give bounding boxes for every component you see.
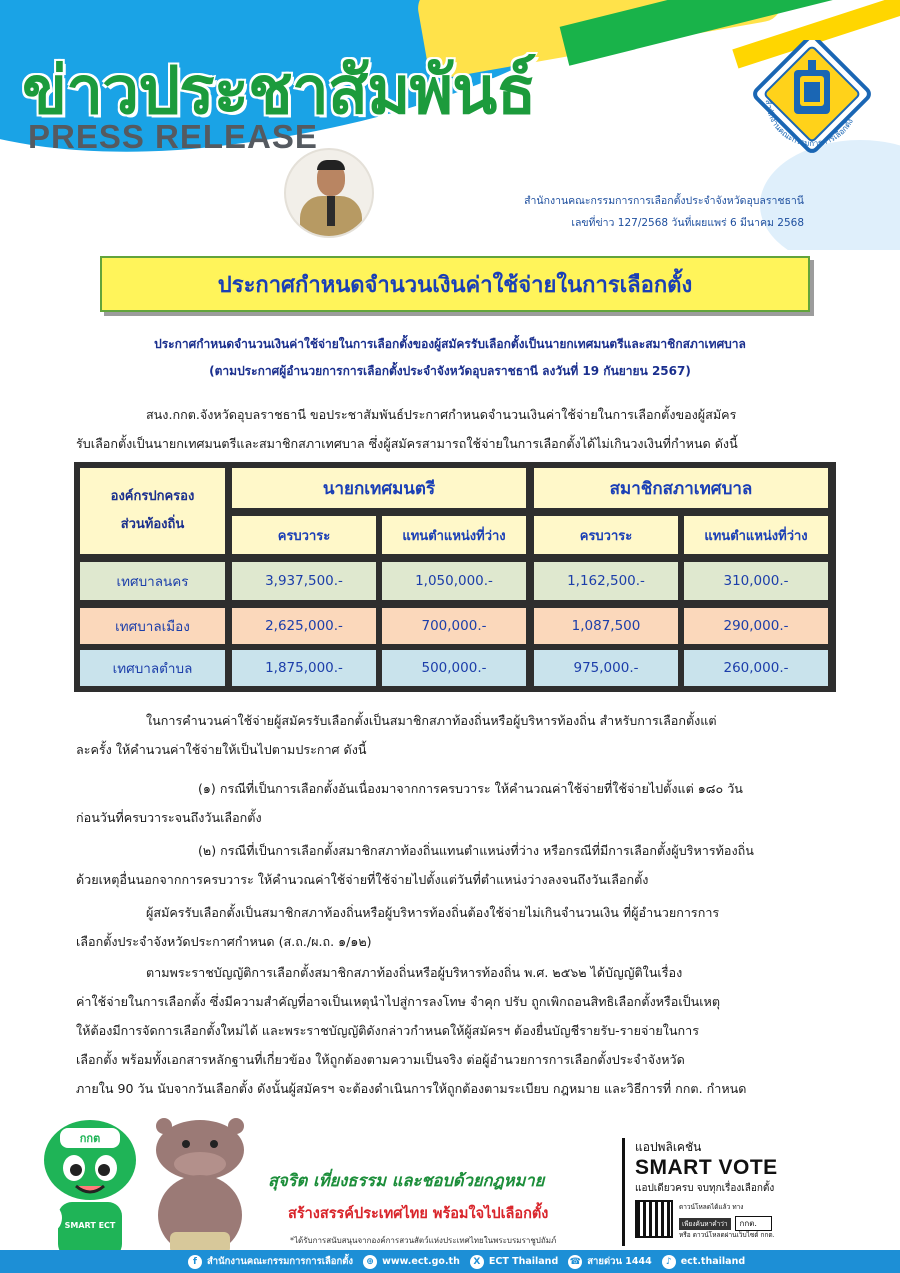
social-x[interactable] [470,1255,558,1269]
table-cell: 1,162,500.- [534,562,678,600]
page-title-thai: ข่าวประชาสัมพันธ์ [22,52,536,129]
body-line: ภายใน 90 วัน นับจากวันเลือกตั้ง ดังนั้นผู้สมัครฯ จะต้องดำเนินการให้ถูกต้องตามระเบียบ กฎหมาย และวิธีการที่ กกต. กำหนด [76,1081,747,1096]
social-facebook[interactable] [188,1254,353,1269]
body-line: เลือกตั้ง พร้อมทั้งเอกสารหลักฐานที่เกี่ยวข้อง ให้ถูกต้องตามความเป็นจริง ต่อผู้อำนวยการการเลือกตั้งประจำจังหวัด [76,1052,685,1067]
x-icon: X [470,1255,484,1269]
app-label: แอปพลิเคชัน [635,1140,702,1154]
social-label: สำนักงานคณะกรรมการการเลือกตั้ง [207,1256,354,1267]
body-line: (๒) กรณีที่เป็นการเลือกตั้งสมาชิกสภาท้องถิ่นแทนตำแหน่งที่ว่าง หรือกรณีที่มีการเลือกตั้งผู้บริหารท้องถิ่น [198,843,754,858]
body-paragraph-3 [76,836,836,894]
body-line: ให้ต้องมีการจัดการเลือกตั้งใหม่ได้ และพระราชบัญญัติดังกล่าวกำหนดให้ผู้สมัครฯ ต้องยื่นบัญชีรายรับ-รายจ่ายในการ [76,1023,699,1038]
smart-vote-app-box[interactable] [622,1138,834,1246]
slogan-red: สร้างสรรค์ประเทศไทย พร้อมใจไปเลือกตั้ง [288,1206,549,1222]
subheader-vacancy: แทนตำแหน่งที่ว่าง [684,516,828,554]
body-line: ด้วยเหตุอื่นนอกจากการครบวาระ ให้คำนวณค่าใช้จ่ายที่ใช้จ่ายไปตั้งแต่วันที่ตำแหน่งว่างลงจนถึงวันเลือกตั้ง [76,872,649,887]
qr-code-icon[interactable] [635,1200,673,1238]
subheader-term: ครบวาระ [534,516,678,554]
body-line: ผู้สมัครรับเลือกตั้งเป็นสมาชิกสภาท้องถิ่นหรือผู้บริหารท้องถิ่นต้องใช้จ่ายไม่เกินจำนวนเงิน ที่ผู้อำนวยการการ [146,905,720,920]
social-label: ect.thailand [680,1256,746,1267]
table-cell: 310,000.- [684,562,828,600]
header-org-line: องค์กรปกครอง [110,489,195,504]
header-council: สมาชิกสภาเทศบาล [534,468,828,508]
page-title-english: PRESS RELEASE [28,118,318,155]
header-org [80,468,225,554]
social-label: www.ect.go.th [382,1256,460,1267]
subheader-vacancy: แทนตำแหน่งที่ว่าง [382,516,526,554]
social-hotline[interactable] [568,1254,651,1269]
header-org-line: ส่วนท้องถิ่น [120,517,185,532]
body-line: ในการคำนวนค่าใช้จ่ายผู้สมัครรับเลือกตั้งเป็นสมาชิกสภาท้องถิ่นหรือผู้บริหารท้องถิ่น สำหรับการเลือกตั้งแต่ [146,713,717,728]
support-note: *ได้รับการสนับสนุนจากองค์การสวนสัตว์แห่งประเทศไทยในพระบรมราชูปถัมภ์ [290,1236,557,1245]
social-bar [0,1250,900,1273]
search-hint-label: เพียงค้นหาคำว่า [679,1218,731,1230]
intro-line: สนง.กกต.จังหวัดอุบลราชธานี ขอประชาสัมพันธ์ประกาศกำหนดจำนวนเงินค่าใช้จ่ายในการเลือกตั้งของผู้สมัคร [146,407,737,422]
headline: ประกาศกำหนดจำนวนเงินค่าใช้จ่ายในการเลือกตั้ง [217,272,693,298]
body-line: เลือกตั้งประจำจังหวัดประกาศกำหนด (ส.ถ./ผ.ถ. ๑/๑๒) [76,934,372,949]
app-name: SMART VOTE [635,1156,778,1179]
body-line: ก่อนวันที่ครบวาระจนถึงวันเลือกตั้ง [76,810,262,825]
mascot-badge-text: กกต [79,1132,101,1145]
body-paragraph-1 [76,706,836,764]
mascot-shirt-text: SMART ECT [64,1221,116,1230]
ect-logo-icon [752,40,872,160]
table-cell: 2,625,000.- [232,608,376,644]
headline-box [100,256,810,312]
intro-paragraph [76,400,836,458]
body-line: (๑) กรณีที่เป็นการเลือกตั้งอันเนื่องมาจากการครบวาระ ให้คำนวณค่าใช้จ่ายที่ใช้จ่ายไปตั้งแต่ ๑๘๐ วัน [198,781,743,796]
body-line: ละครั้ง ให้คำนวนค่าใช้จ่ายให้เป็นไปตามประกาศ ดังนี้ [76,742,367,757]
subheader-term: ครบวาระ [232,516,376,554]
tiktok-icon: ♪ [662,1255,676,1269]
website-download-text: หรือ ดาวน์โหลดผ่านเว็บไซต์ กกต. [679,1231,775,1239]
phone-icon: ☎ [569,1256,581,1267]
logo-arc-text: สำนักงานคณะกรรมการการเลือกตั้ง [763,99,855,149]
social-tiktok[interactable] [662,1255,745,1269]
intro-line: รับเลือกตั้งเป็นนายกเทศมนตรีและสมาชิกสภาเทศบาล ซึ่งผู้สมัครสามารถใช้จ่ายในการเลือกตั้งได้ไม่เกินวงเงินที่กำหนด ดังนี้ [76,436,738,451]
green-mascot-icon [32,1110,147,1260]
globe-icon: ⊕ [363,1255,377,1269]
social-label: สายด่วน 1444 [587,1256,652,1267]
table-cell: 260,000.- [684,650,828,686]
organization-name: สำนักงานคณะกรรมการการเลือกตั้งประจำจังหวัดอุบลราชธานี [524,195,804,207]
facebook-icon: f [188,1255,202,1269]
slogan-green: สุจริต เที่ยงธรรม และชอบด้วยกฎหมาย [268,1171,545,1190]
search-hint [679,1216,772,1231]
subheadline-1: ประกาศกำหนดจำนวนเงินค่าใช้จ่ายในการเลือกตั้งของผู้สมัครรับเลือกตั้งเป็นนายกเทศมนตรีและสมาชิกสภาเทศบาล [154,337,746,351]
table-cell: 1,050,000.- [382,562,526,600]
row-name: เทศบาลตำบล [80,650,225,686]
table-cell: 3,937,500.- [232,562,376,600]
footer [0,1110,900,1273]
body-line: ค่าใช้จ่ายในการเลือกตั้ง ซึ่งมีความสำคัญที่อาจเป็นเหตุนำไปสู่การลงโทษ จำคุก ปรับ ถูกเพิกถอนสิทธิเลือกตั้งหรือเป็นเหตุ [76,994,721,1009]
table-cell: 1,087,500 [534,608,678,644]
official-portrait [284,148,374,238]
hippo-mascot-icon [140,1110,260,1255]
social-website[interactable] [363,1255,460,1269]
app-tagline: แอปเดียวครบ จบทุกเรื่องเลือกตั้ง [635,1183,775,1194]
subheadline-2: (ตามประกาศผู้อำนวยการการเลือกตั้งประจำจังหวัดอุบลราชธานี ลงวันที่ 19 กันยายน 2567) [209,364,691,378]
body-paragraph-5 [76,958,836,1103]
store-download-text: ดาวน์โหลดได้แล้ว ทาง [679,1203,744,1211]
body-paragraph-4 [76,898,836,956]
table-cell: 290,000.- [684,608,828,644]
news-number: เลขที่ข่าว 127/2568 วันที่เผยแพร่ 6 มีนาคม 2568 [571,217,804,229]
table-cell: 1,875,000.- [232,650,376,686]
expense-table [74,462,836,692]
table-cell: 500,000.- [382,650,526,686]
row-name: เทศบาลนคร [80,562,225,600]
body-paragraph-2 [76,774,836,832]
table-cell: 700,000.- [382,608,526,644]
social-label: ECT Thailand [488,1256,559,1267]
body-line: ตามพระราชบัญญัติการเลือกตั้งสมาชิกสภาท้องถิ่นหรือผู้บริหารท้องถิ่น พ.ศ. ๒๕๖๒ ได้บัญญัติในเรื่อง [146,965,683,980]
header-mayor: นายกเทศมนตรี [232,468,526,508]
search-hint-value: กกต. [735,1216,772,1231]
table-cell: 975,000.- [534,650,678,686]
row-name: เทศบาลเมือง [80,608,225,644]
